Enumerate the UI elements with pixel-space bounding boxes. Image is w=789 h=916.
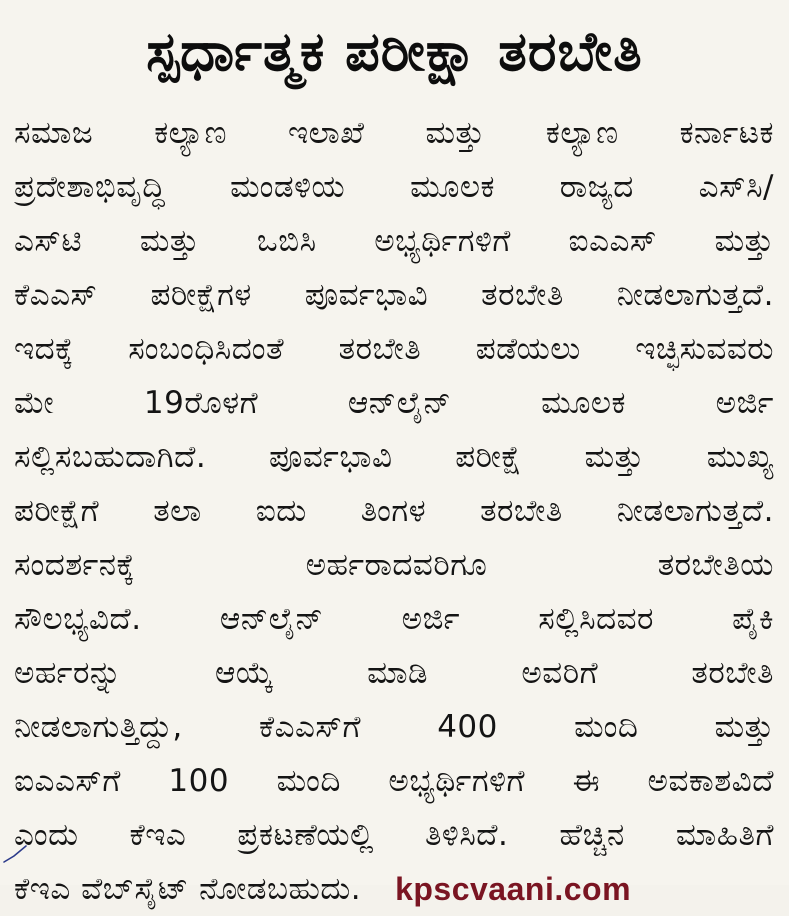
article-line: ಎಂದು ಕೆಇಎ ಪ್ರಕಟಣೆಯಲ್ಲಿ ತಿಳಿಸಿದೆ. ಹೆಚ್ಚಿನ ಮಾಹಿತಿಗೆ bbox=[14, 817, 774, 853]
article-line: ಅರ್ಹರನ್ನು ಆಯ್ಕೆ ಮಾಡಿ ಅವರಿಗೆ ತರಬೇತಿ bbox=[14, 655, 774, 691]
article-line: ಪ್ರದೇಶಾಭಿವೃದ್ಧಿ ಮಂಡಳಿಯ ಮೂಲಕ ರಾಜ್ಯದ ಎಸ್‌ಸಿ/ bbox=[14, 169, 774, 205]
article-line: ನೀಡಲಾಗುತ್ತಿದ್ದು, ಕೆಎಎಸ್‌ಗೆ 400 ಮಂದಿ ಮತ್ತು bbox=[14, 709, 774, 745]
article-line: ಸಂದರ್ಶನಕ್ಕೆ ಅರ್ಹರಾದವರಿಗೂ ತರಬೇತಿಯ bbox=[14, 547, 774, 583]
watermark-text: kpscvaani.com bbox=[395, 871, 632, 907]
article-line: ಮೇ 19ರೊಳಗೆ ಆನ್‌ಲೈನ್ ಮೂಲಕ ಅರ್ಜಿ bbox=[14, 385, 774, 421]
article-line: ಪರೀಕ್ಷೆಗೆ ತಲಾ ಐದು ತಿಂಗಳ ತರಬೇತಿ ನೀಡಲಾಗುತ್ತದೆ. bbox=[14, 493, 774, 529]
article-last-line: ಕೆಇಎ ವೆಬ್‌ಸೈಟ್ ನೋಡಬಹುದು. bbox=[14, 871, 362, 907]
article-line: ಕೆಎಎಸ್ ಪರೀಕ್ಷೆಗಳ ಪೂರ್ವಭಾವಿ ತರಬೇತಿ ನೀಡಲಾಗುತ್ತದೆ. bbox=[14, 277, 774, 313]
article-line: ಐಎಎಸ್‌ಗೆ 100 ಮಂದಿ ಅಭ್ಯರ್ಥಿಗಳಿಗೆ ಈ ಅವಕಾಶವಿದೆ bbox=[14, 763, 774, 799]
article-line: ಸೌಲಭ್ಯವಿದೆ. ಆನ್‌ಲೈನ್ ಅರ್ಜಿ ಸಲ್ಲಿಸಿದವರ ಪೈಕಿ bbox=[14, 601, 774, 637]
article-headline: ಸ್ಪರ್ಧಾತ್ಮಕ ಪರೀಕ್ಷಾ ತರಬೇತಿ bbox=[146, 20, 643, 83]
article-last-row bbox=[14, 862, 774, 916]
article-line: ಇದಕ್ಕೆ ಸಂಬಂಧಿಸಿದಂತೆ ತರಬೇತಿ ಪಡೆಯಲು ಇಚ್ಛಿಸುವವರು bbox=[14, 331, 774, 367]
article-line: ಸಲ್ಲಿಸಬಹುದಾಗಿದೆ. ಪೂರ್ವಭಾವಿ ಪರೀಕ್ಷೆ ಮತ್ತು ಮುಖ್ಯ bbox=[14, 439, 774, 475]
article-line: ಸಮಾಜ ಕಲ್ಯಾಣ ಇಲಾಖೆ ಮತ್ತು ಕಲ್ಯಾಣ ಕರ್ನಾಟಕ bbox=[14, 115, 774, 151]
article-body bbox=[14, 106, 774, 916]
article-line: ಎಸ್‌ಟಿ ಮತ್ತು ಒಬಿಸಿ ಅಭ್ಯರ್ಥಿಗಳಿಗೆ ಐಎಎಸ್ ಮತ್ತು bbox=[14, 223, 774, 259]
pen-stroke-mark bbox=[2, 842, 28, 866]
